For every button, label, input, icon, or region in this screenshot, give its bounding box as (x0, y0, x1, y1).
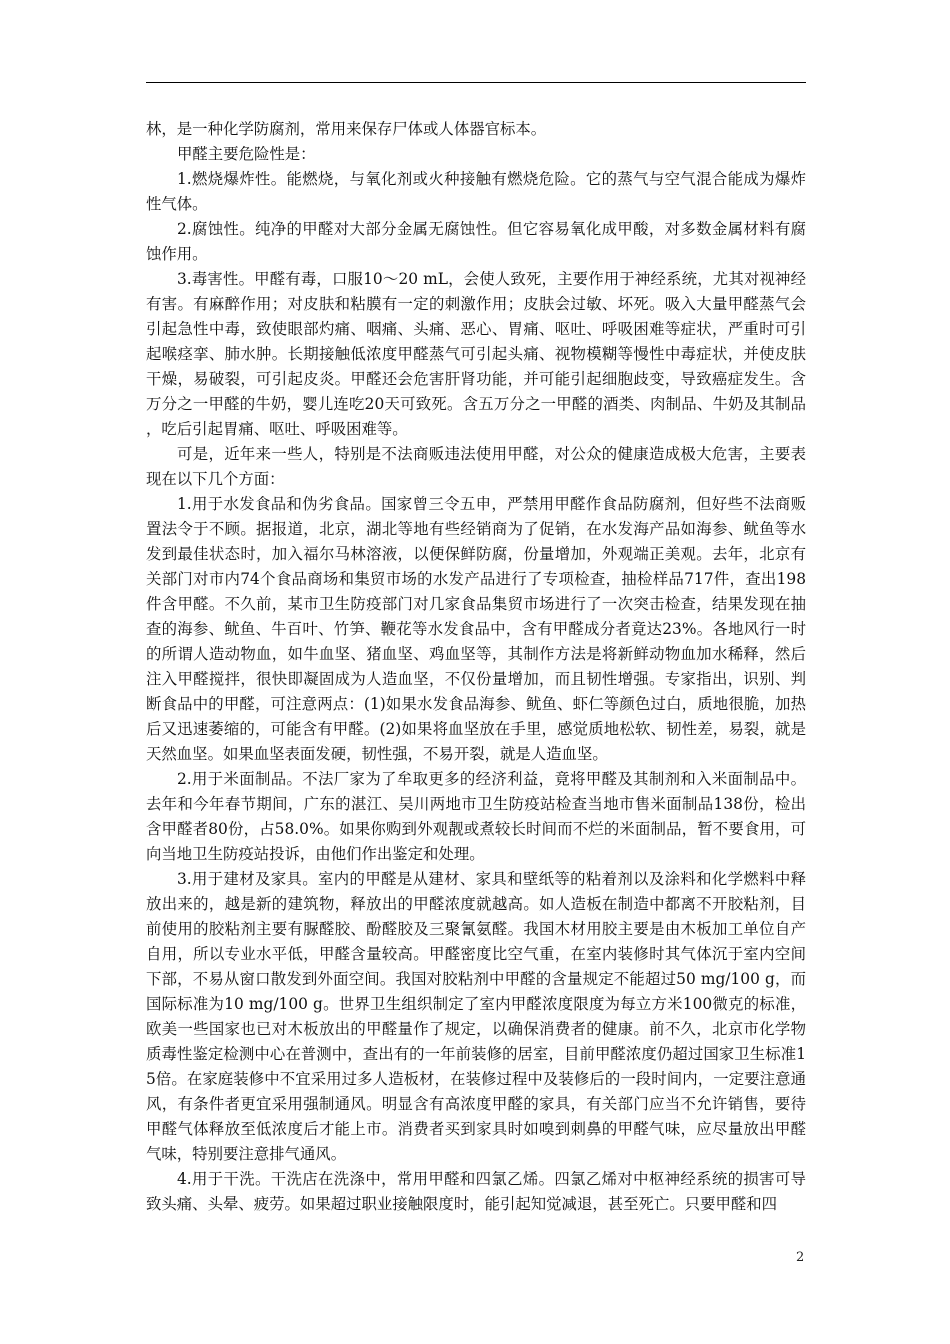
paragraph-continuation: 林，是一种化学防腐剂，常用来保存尸体或人体器官标本。 (146, 120, 547, 138)
paragraph-corrosiveness: 2.腐蚀性。纯净的甲醛对大部分金属无腐蚀性。但它容易氧化成甲酸，对多数金属材料有腐蚀作用。 (146, 220, 806, 263)
paragraph-dry-cleaning: 4.用于干洗。干洗店在洗涤中，常用甲醛和四氯乙烯。四氯乙烯对中枢神经系统的损害可导致头痛、头晕、疲劳。如果超过职业接触限度时，能引起知觉减退，甚至死亡。只要甲醛和四 (146, 1170, 806, 1213)
page-number: 2 (796, 1250, 805, 1265)
paragraph-flammability: 1.燃烧爆炸性。能燃烧，与氧化剂或火种接触有燃烧危险。它的蒸气与空气混合能成为爆炸性气体。 (146, 170, 806, 213)
page-body (146, 117, 806, 1217)
paragraph-misuse-intro: 可是，近年来一些人，特别是不法商贩违法使用甲醛，对公众的健康造成极大危害，主要表现在以下几个方面： (146, 445, 806, 488)
paragraph-soaked-foods: 1.用于水发食品和伪劣食品。国家曾三令五申，严禁用甲醛作食品防腐剂，但好些不法商贩置法令于不顾。据报道，北京，湖北等地有些经销商为了促销，在水发海产品如海参、鱿鱼等水发到最佳状态时，加入福尔马林溶液，以便保鲜防腐，份量增加，外观端正美观。去年，北京有关部门对市内74个食品商场和集贸市场的水发产品进行了专项检查，抽检样品717件，查出198件含甲醛。不久前，某市卫生防疫部门对几家食品集贸市场进行了一次突击检查，结果发现在抽查的海参、鱿鱼、牛百叶、竹笋、鞭花等水发食品中，含有甲醛成分者竟达23%。各地风行一时的所谓人造动物血，如牛血坚、猪血坚、鸡血坚等，其制作方法是将新鲜动物血加水稀释，然后注入甲醛搅拌，很快即凝固成为人造血坚，不仅份量增加，而且韧性增强。专家指出，识别、判断食品中的甲醛，可注意两点：(1)如果水发食品海参、鱿鱼、虾仁等颜色过白，质地很脆，加热后又迅速萎缩的，可能含有甲醛。(2)如果将血坚放在手里，感觉质地松软、韧性差，易裂，就是天然血坚。如果血坚表面发硬，韧性强，不易开裂，就是人造血坚。 (146, 495, 806, 763)
paragraph-hazards-intro: 甲醛主要危险性是： (177, 145, 316, 163)
paragraph-toxicity: 3.毒害性。甲醛有毒，口服10～20 mL，会使人致死，主要作用于神经系统，尤其对视神经有害。有麻醉作用；对皮肤和粘膜有一定的刺激作用；皮肤会过敏、坏死。吸入大量甲醛蒸气会引起急性中毒，致使眼部灼痛、咽痛、头痛、恶心、胃痛、呕吐、呼吸困难等症状，严重时可引起喉痉挛、肺水肿。长期接触低浓度甲醛蒸气可引起头痛、视物模糊等慢性中毒症状，并使皮肤干燥，易破裂，可引起皮炎。甲醛还会危害肝肾功能，并可能引起细胞歧变，导致癌症发生。含万分之一甲醛的牛奶，婴儿连吃20天可致死。含五万分之一甲醛的酒类、肉制品、牛奶及其制品，吃后引起胃痛、呕吐、呼吸困难等。 (146, 270, 806, 438)
paragraph-building-materials: 3.用于建材及家具。室内的甲醛是从建材、家具和壁纸等的粘着剂以及涂料和化学燃料中释放出来的，越是新的建筑物，释放出的甲醛浓度就越高。如人造板在制造中都离不开胶粘剂，目前使用的胶粘剂主要有脲醛胶、酚醛胶及三聚氰氨醛。我国木材用胶主要是由木板加工单位自产自用，所以专业水平低，甲醛含量较高。甲醛密度比空气重，在室内装修时其气体沉于室内空间下部，不易从窗口散发到外面空间。我国对胶粘剂中甲醛的含量规定不能超过50 mg/100 g，而国际标准为10 mg/100 g。世界卫生组织制定了室内甲醛浓度限度为每立方米100微克的标准，欧美一些国家也已对木板放出的甲醛量作了规定，以确保消费者的健康。前不久，北京市化学物质毒性鉴定检测中心在普测中，查出有的一年前装修的居室，目前甲醛浓度仍超过国家卫生标准15倍。在家庭装修中不宜采用过多人造板材，在装修过程中及装修后的一段时间内，一定要注意通风，有条件者更宜采用强制通风。明显含有高浓度甲醛的家具，有关部门应当不允许销售，要待甲醛气体释放至低浓度后才能上市。消费者买到家具时如嗅到刺鼻的甲醛气味，应尽量放出甲醛气味，特别要注意排气通风。 (146, 870, 806, 1163)
header-rule (146, 82, 806, 83)
paragraph-rice-flour-products: 2.用于米面制品。不法厂家为了牟取更多的经济利益，竟将甲醛及其制剂和入米面制品中。去年和今年春节期间，广东的湛江、吴川两地市卫生防疫站检查当地市售米面制品138份，检出含甲醛者80份，占58.0%。如果你购到外观靓或煮较长时间而不烂的米面制品，暂不要食用，可向当地卫生防疫站投诉，由他们作出鉴定和处理。 (146, 770, 806, 863)
